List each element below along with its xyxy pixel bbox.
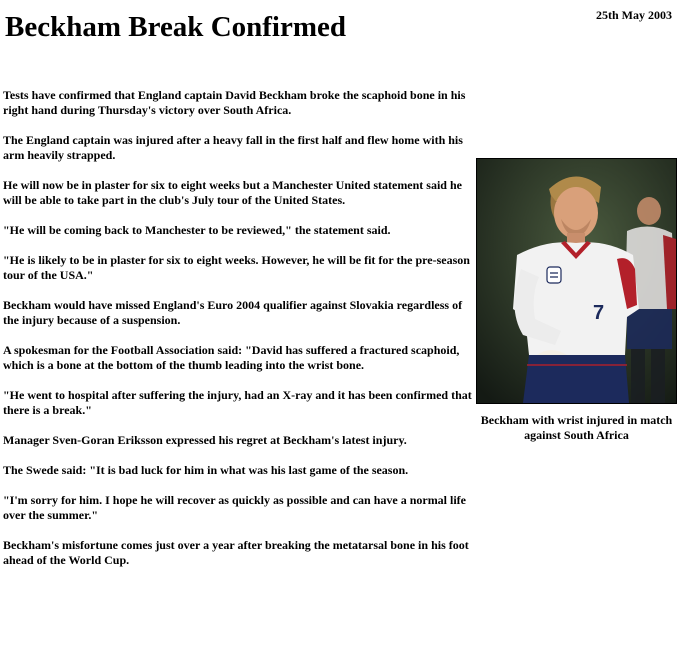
article-paragraph: The England captain was injured after a heavy fall in the first half and flew home with his arm heavily strapped. — [3, 133, 463, 162]
article-date: 25th May 2003 — [596, 8, 672, 22]
article-paragraph: The Swede said: "It is bad luck for him in what was his last game of the season. — [3, 463, 409, 477]
shirt-number: 7 — [593, 302, 605, 324]
article-paragraph: "He went to hospital after suffering the injury, had an X-ray and it has been confirmed that there is a break." — [3, 388, 472, 417]
photo-figure — [476, 158, 677, 443]
article-paragraph: He will now be in plaster for six to eight weeks but a Manchester United statement said he will be able to take part in the club's July tour of the United States. — [3, 178, 462, 207]
article-paragraph: "He will be coming back to Manchester to be reviewed," the statement said. — [3, 223, 391, 237]
headline: Beckham Break Confirmed — [5, 11, 347, 43]
article-paragraph: "I'm sorry for him. I hope he will recover as quickly as possible and can have a normal life over the summer." — [3, 493, 467, 522]
article-paragraph: Tests have confirmed that England captain David Beckham broke the scaphoid bone in his right hand during Thursday's victory over South Africa. — [3, 88, 466, 117]
player-shorts — [523, 355, 629, 403]
article-paragraph: Beckham would have missed England's Euro 2004 qualifier against Slovakia regardless of the injury because of a suspension. — [3, 298, 463, 327]
beckham-photo — [476, 158, 677, 404]
photo-caption: Beckham with wrist injured in match against South Africa — [480, 413, 673, 442]
article-body — [3, 88, 478, 583]
article-paragraph: A spokesman for the Football Association said: "David has suffered a fractured scaphoid, which is a bone at the bottom of the thumb leading into the wrist bone. — [3, 343, 460, 372]
shirt-crest — [547, 267, 561, 283]
article-paragraph: Manager Sven-Goran Eriksson expressed his regret at Beckham's latest injury. — [3, 433, 407, 447]
article-paragraph: Beckham's misfortune comes just over a year after breaking the metatarsal bone in his foot ahead of the World Cup. — [3, 538, 469, 567]
article-paragraph: "He is likely to be in plaster for six to eight weeks. However, he will be fit for the pre-season tour of the USA." — [3, 253, 470, 282]
